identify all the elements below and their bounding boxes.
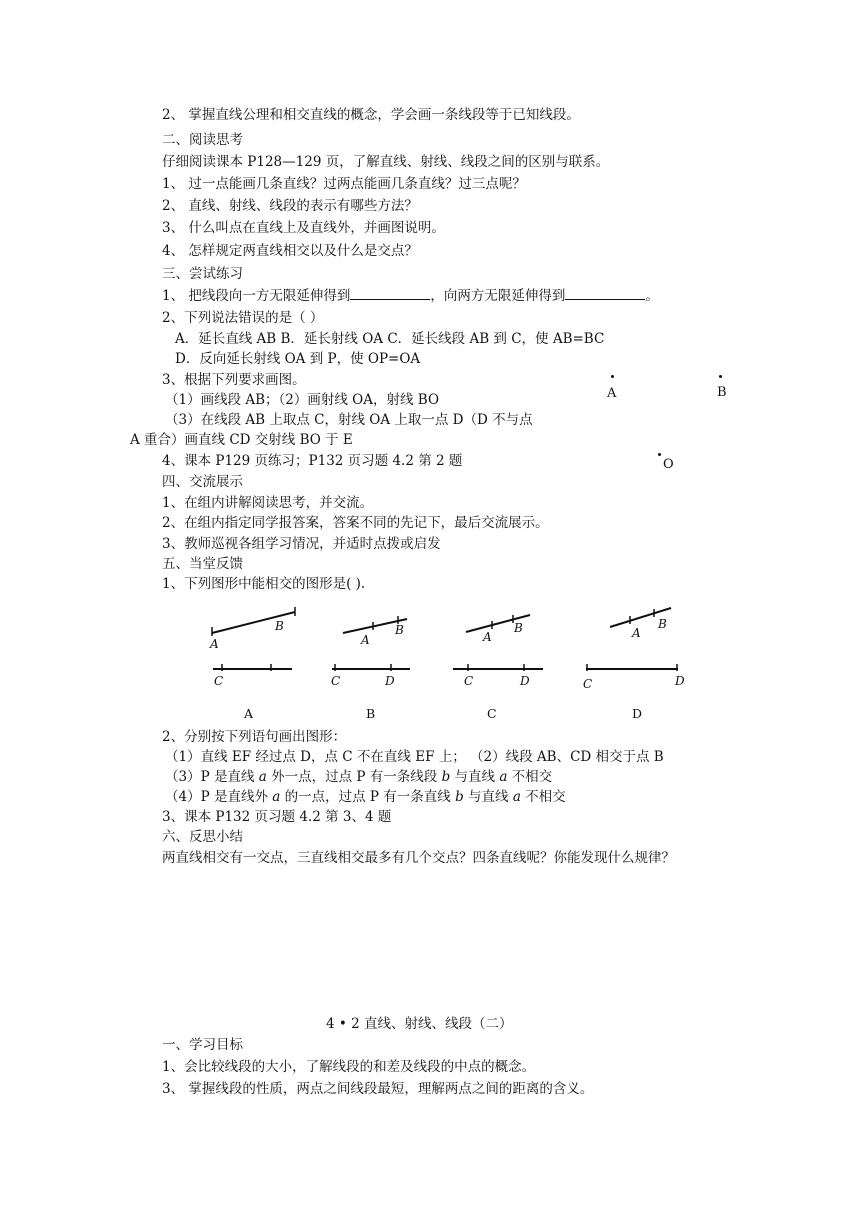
part2-goal1: 1、会比较线段的大小，了解线段的和差及线段的中点的概念。 [162,1059,536,1075]
practice-q1-part1: 1、 把线段向一方无限延伸得到 [162,288,351,304]
figure-d [578,600,688,685]
var-a: a [499,769,508,785]
practice-q1 [162,287,659,305]
practice-q1-part2: ，向两方无限延伸得到 [430,288,566,304]
practice-q3-item1: （1）画线段 AB；（2）画射线 OA，射线 BO [165,392,440,408]
exchange-item1: 1、在组内讲解阅读思考，并交流。 [162,495,374,511]
point-o-label: O [663,457,674,472]
figure-b [325,605,425,685]
figure-b-label-c: C [331,674,341,688]
point-o-dot [658,453,661,456]
var-a: a [512,789,521,805]
figure-a-label-a: A [210,637,219,651]
figure-a-label-c: C [214,674,224,688]
q2-4-text-a: （4）P 是直线外 [165,789,273,805]
feedback-q2-item1: （1）直线 EF 经过点 D，点 C 不在直线 EF 上； （2）线段 AB、CD 相交于点 B [165,749,664,765]
feedback-q2: 2、分别按下列语句画出图形： [162,729,347,745]
figure-b-label-b: B [395,623,404,637]
part2-goal3: 3、 掌握线段的性质，两点之间线段最短，理解两点之间的距离的含义。 [162,1081,594,1097]
figure-d-label-a: A [632,626,641,640]
var-b: b [455,789,464,805]
exchange-item3: 3、教师巡视各组学习情况，并适时点拨或启发 [162,536,441,552]
figure-b-label-a: A [361,633,370,647]
q2-3-text-d: 不相交 [507,769,553,785]
q2-4-text-d: 不相交 [520,789,566,805]
feedback-q2-item4 [165,788,566,806]
feedback-q3: 3、课本 P132 页习题 4.2 第 3、4 题 [162,809,392,825]
practice-q2: 2、下列说法错误的是（ ） [162,310,324,326]
reading-q3: 3、 什么叫点在直线上及直线外，并画图说明。 [162,220,445,236]
practice-q4: 4、课本 P129 页练习；P132 页习题 4.2 第 2 题 [162,453,463,469]
reading-heading: 二、阅读思考 [162,132,243,148]
exchange-item2: 2、在组内指定同学报答案，答案不同的先记下，最后交流展示。 [162,515,549,531]
q2-4-text-c: 与直线 [463,789,513,805]
feedback-q1: 1、下列图形中能相交的图形是( ). [162,576,366,592]
goal-2: 2、 掌握直线公理和相交直线的概念，学会画一条线段等于已知线段。 [162,107,580,123]
feedback-heading: 五、当堂反馈 [162,556,243,572]
part2-heading: 一、学习目标 [162,1037,243,1053]
figure-b-caption: B [366,706,376,721]
var-b: b [441,769,451,785]
q2-3-text-a: （3）P 是直线 [165,769,259,785]
point-a-label: A [607,386,617,401]
practice-q2-options-2: D．反向延长射线 OA 到 P，使 OP=OA [175,351,421,367]
figure-d-label-d: D [675,674,685,688]
figure-c-label-c: C [464,674,474,688]
practice-q3-item3b: A 重合）画直线 CD 交射线 BO 于 E [130,432,353,448]
reflection-heading: 六、反思小结 [162,829,243,845]
reading-q4: 4、 怎样规定两直线相交以及什么是交点？ [162,243,418,259]
figure-c-label-a: A [483,630,492,644]
practice-q3: 3、根据下列要求画图。 [162,372,306,388]
reflection-text: 两直线相交有一交点，三直线相交最多有几个交点？四条直线呢？你能发现什么规律？ [162,850,675,866]
part2-title: 4 • 2 直线、射线、线段（二） [326,1016,513,1032]
var-a: a [272,789,281,805]
var-a: a [258,769,267,785]
answer-blank-1[interactable] [350,287,430,300]
q2-4-text-b: 的一点，过点 P 有一条直线 [280,789,456,805]
figure-a-caption: A [244,706,254,721]
practice-heading: 三、尝试练习 [162,266,243,282]
reading-q2: 2、 直线、射线、线段的表示有哪些方法？ [162,198,418,214]
practice-q3-item3a: （3）在线段 AB 上取点 C，射线 OA 上取一点 D（D 不与点 [165,412,533,428]
figure-b-label-d: D [385,674,395,688]
figure-c-caption: C [487,706,497,721]
feedback-q2-item3 [165,768,552,786]
figure-d-caption: D [632,706,643,721]
figure-c [448,605,548,685]
answer-blank-2[interactable] [565,287,645,300]
figure-a-label-b: B [275,619,284,633]
q2-3-text-c: 与直线 [450,769,500,785]
reading-intro: 仔细阅读课本 P128—129 页，了解直线、射线、线段之间的区别与联系。 [162,154,610,170]
figure-c-label-d: D [520,674,530,688]
figure-c-label-b: B [514,621,523,635]
reading-q1: 1、 过一点能画几条直线？过两点能画几条直线？过三点呢？ [162,176,526,192]
figure-d-label-c: C [583,677,593,691]
practice-q2-options-1: A．延长直线 AB B．延长射线 OA C．延长线段 AB 到 C，使 AB=BC [175,331,605,347]
point-b-dot [719,375,722,378]
q2-3-text-b: 外一点，过点 P 有一条线段 [266,769,442,785]
practice-q1-part3: 。 [645,288,659,304]
point-a-dot [611,375,614,378]
figure-d-label-b: B [658,617,667,631]
point-b-label: B [717,385,727,400]
exchange-heading: 四、交流展示 [162,474,243,490]
